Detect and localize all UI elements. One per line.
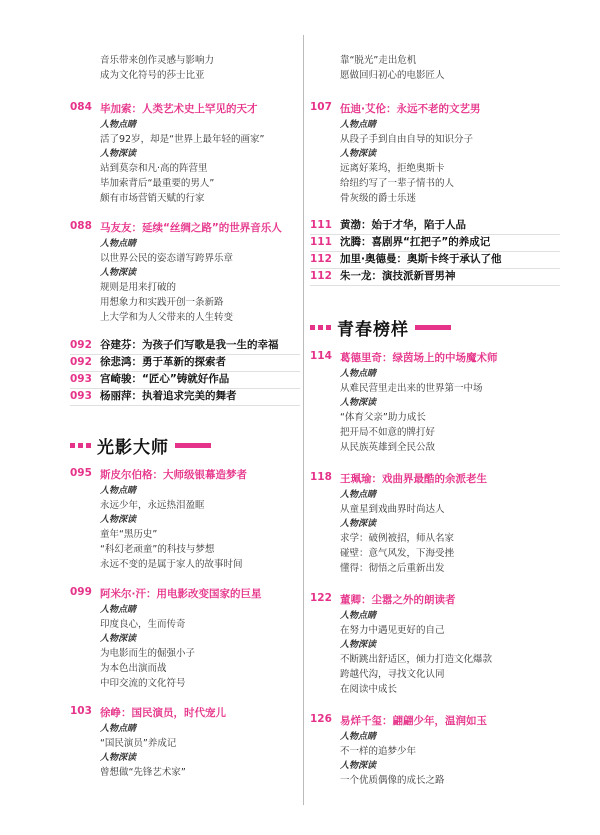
entry-line: 曾想做“先锋艺术家” bbox=[100, 767, 186, 778]
page-number: 118 bbox=[310, 471, 332, 483]
page-number: 092 bbox=[70, 339, 92, 351]
entry-line: 求学：破例被招，师从名家 bbox=[340, 533, 455, 544]
page-number: 084 bbox=[70, 101, 92, 113]
page-number: 112 bbox=[310, 253, 332, 265]
entry-line: 一个优质偶像的成长之路 bbox=[340, 775, 445, 786]
label-highlight: 人物点睛 bbox=[100, 724, 137, 734]
right-continuation bbox=[310, 53, 560, 83]
entry-line: 把开局不如意的牌打好 bbox=[340, 427, 436, 438]
toc-short-entry[interactable] bbox=[70, 389, 300, 406]
entry-line: 骨灰级的爵士乐迷 bbox=[340, 193, 417, 204]
continued-line: 靠“脱光”走出危机 bbox=[340, 55, 417, 66]
entry-line: 从段子手到自由自导的知识分子 bbox=[340, 134, 474, 145]
entries-c bbox=[310, 352, 560, 800]
entry-title[interactable]: 朱一龙：演技派新晋男神 bbox=[340, 270, 456, 282]
entry-line: 远离好莱坞，拒绝奥斯卡 bbox=[340, 163, 445, 174]
page-number: 111 bbox=[310, 236, 332, 248]
label-highlight: 人物点睛 bbox=[100, 486, 137, 496]
label-highlight: 人物点睛 bbox=[340, 369, 377, 379]
page-number: 122 bbox=[310, 592, 332, 604]
entry-line: 中印交流的文化符号 bbox=[100, 678, 186, 689]
entries-b bbox=[70, 469, 300, 792]
entry-line: “体育父亲”助力成长 bbox=[340, 412, 426, 423]
label-deep-read: 人物深读 bbox=[100, 634, 137, 644]
header-square bbox=[78, 443, 83, 448]
section-title: 青春榜样 bbox=[337, 319, 409, 340]
header-square bbox=[86, 443, 91, 448]
entry-line: 懂得：彻悟之后重新出发 bbox=[340, 563, 445, 574]
continued-line: 愿做回归初心的电影匠人 bbox=[340, 70, 445, 81]
entry-line: 活了92岁，却是“世界上最年轻的画家” bbox=[100, 134, 265, 145]
header-square bbox=[318, 325, 323, 330]
short-entries-b bbox=[310, 218, 560, 286]
entry-line: “科幻老顽童”的科技与梦想 bbox=[100, 544, 215, 555]
page-number: 114 bbox=[310, 350, 332, 362]
page-number: 095 bbox=[70, 467, 92, 479]
entry-title[interactable]: 斯皮尔伯格：大师级银幕造梦者 bbox=[100, 469, 247, 481]
entry-line: 为本色出演而战 bbox=[100, 663, 167, 674]
entry-title[interactable]: 徐峥：国民演员，时代宠儿 bbox=[100, 707, 226, 719]
label-highlight: 人物点睛 bbox=[340, 490, 377, 500]
toc-short-entry[interactable] bbox=[310, 252, 560, 269]
entry-line: 以世界公民的姿态谱写跨界乐章 bbox=[100, 253, 234, 264]
entry-title[interactable]: 加里·奥德曼：奥斯卡终于承认了他 bbox=[340, 253, 502, 265]
entry-title[interactable]: 毕加索：人类艺术史上罕见的天才 bbox=[100, 103, 258, 115]
entry-line: 童年“黑历史” bbox=[100, 529, 158, 540]
label-deep-read: 人物深读 bbox=[340, 640, 377, 650]
entry-line: 印度良心，生而传奇 bbox=[100, 619, 186, 630]
entries-a bbox=[70, 103, 300, 337]
label-highlight: 人物点睛 bbox=[340, 120, 377, 130]
page-number: 112 bbox=[310, 270, 332, 282]
entry-title[interactable]: 徐悲鸿：勇于革新的探索者 bbox=[100, 356, 226, 368]
label-deep-read: 人物深读 bbox=[340, 761, 377, 771]
header-bar bbox=[415, 325, 451, 330]
entry-line: 碰壁：意气风发，下海受挫 bbox=[340, 548, 455, 559]
section-header-light-shadow bbox=[70, 425, 300, 465]
page-number: 092 bbox=[70, 356, 92, 368]
toc-short-entry[interactable] bbox=[70, 338, 300, 355]
toc-entry[interactable] bbox=[310, 101, 560, 206]
label-highlight: 人物点睛 bbox=[100, 605, 137, 615]
toc-short-entry[interactable] bbox=[70, 372, 300, 389]
entry-line: 颇有市场营销天赋的行家 bbox=[100, 193, 205, 204]
entry-line: 站到莫奈和凡·高的阵营里 bbox=[100, 163, 208, 174]
entry-line: 上大学和为人父带来的人生转变 bbox=[100, 312, 234, 323]
entry-line: “国民演员”养成记 bbox=[100, 738, 177, 749]
toc-short-entry[interactable] bbox=[310, 269, 560, 286]
toc-short-entry[interactable] bbox=[310, 235, 560, 252]
entry-line: 规则是用来打破的 bbox=[100, 282, 177, 293]
entry-line: 用想象力和实践开创一条新路 bbox=[100, 297, 224, 308]
entry-title[interactable]: 葛德里奇：绿茵场上的中场魔术师 bbox=[340, 352, 498, 364]
section-title: 光影大师 bbox=[97, 437, 169, 458]
toc-short-entry[interactable] bbox=[310, 218, 560, 235]
entry-line: 给纽约写了一辈子情书的人 bbox=[340, 178, 455, 189]
page-number: 093 bbox=[70, 373, 92, 385]
label-deep-read: 人物深读 bbox=[100, 149, 137, 159]
header-square bbox=[310, 325, 315, 330]
toc-entry[interactable] bbox=[70, 220, 300, 325]
toc-entry[interactable] bbox=[70, 586, 300, 691]
toc-short-entry[interactable] bbox=[70, 355, 300, 372]
toc-entry[interactable] bbox=[70, 705, 300, 780]
entry-title[interactable]: 王珮瑜：戏曲界最酷的余派老生 bbox=[340, 473, 487, 485]
continued-line: 音乐带来创作灵感与影响力 bbox=[100, 55, 215, 66]
toc-entry[interactable] bbox=[310, 713, 560, 788]
toc-entry[interactable] bbox=[310, 471, 560, 576]
entry-107 bbox=[310, 103, 560, 218]
short-entries-a bbox=[70, 338, 300, 406]
header-square bbox=[70, 443, 75, 448]
entry-line: 在努力中遇见更好的自己 bbox=[340, 625, 445, 636]
label-deep-read: 人物深读 bbox=[340, 149, 377, 159]
toc-entry[interactable] bbox=[70, 467, 300, 572]
page-number: 126 bbox=[310, 713, 332, 725]
entry-line: 在阅读中成长 bbox=[340, 684, 398, 695]
page-number: 093 bbox=[70, 390, 92, 402]
left-column bbox=[70, 0, 300, 778]
entry-line: 不一样的追梦少年 bbox=[340, 746, 417, 757]
continued-line: 成为文化符号的莎士比亚 bbox=[100, 70, 205, 81]
entry-title[interactable]: 杨丽萍：执着追求完美的舞者 bbox=[100, 390, 237, 402]
toc-entry[interactable] bbox=[310, 592, 560, 697]
entry-title[interactable]: 黄渤：始于才华，陷于人品 bbox=[340, 219, 466, 231]
entry-title[interactable]: 沈腾：喜剧界“扛把子”的养成记 bbox=[340, 236, 491, 248]
label-highlight: 人物点睛 bbox=[100, 120, 137, 130]
label-deep-read: 人物深读 bbox=[100, 268, 137, 278]
page-number: 088 bbox=[70, 220, 92, 232]
entry-title[interactable]: 宫崎骏：“匠心”铸就好作品 bbox=[100, 373, 230, 385]
label-highlight: 人物点睛 bbox=[340, 611, 377, 621]
label-deep-read: 人物深读 bbox=[100, 515, 137, 525]
toc-entry[interactable] bbox=[310, 350, 560, 455]
entry-title[interactable]: 董卿：尘嚣之外的朗读者 bbox=[340, 594, 456, 606]
entry-title[interactable]: 伍迪·艾伦：永远不老的文艺男 bbox=[340, 103, 481, 115]
header-bar bbox=[175, 443, 211, 448]
entry-line: 不断跳出舒适区，倾力打造文化爆款 bbox=[340, 654, 493, 665]
page-number: 103 bbox=[70, 705, 92, 717]
header-square bbox=[326, 325, 331, 330]
label-deep-read: 人物深读 bbox=[100, 753, 137, 763]
entry-title[interactable]: 谷建芬：为孩子们写歌是我一生的幸福 bbox=[100, 339, 279, 351]
entry-line: 为电影而生的倔强小子 bbox=[100, 648, 196, 659]
entry-line: 从民族英雄到全民公敌 bbox=[340, 442, 436, 453]
entry-title[interactable]: 马友友：延续“丝绸之路”的世界音乐人 bbox=[100, 222, 282, 234]
entry-title[interactable]: 易烊千玺：翩翩少年，温润如玉 bbox=[340, 715, 487, 727]
label-deep-read: 人物深读 bbox=[340, 398, 377, 408]
entry-line: 永远不变的是属于家人的故事时间 bbox=[100, 559, 243, 570]
page-number: 111 bbox=[310, 219, 332, 231]
right-column bbox=[310, 0, 560, 786]
label-highlight: 人物点睛 bbox=[100, 239, 137, 249]
page-number: 099 bbox=[70, 586, 92, 598]
entry-title[interactable]: 阿米尔·汗：用电影改变国家的巨星 bbox=[100, 588, 262, 600]
label-highlight: 人物点睛 bbox=[340, 732, 377, 742]
entry-line: 跨越代沟，寻找文化认同 bbox=[340, 669, 445, 680]
toc-entry[interactable] bbox=[70, 101, 300, 206]
page-number: 107 bbox=[310, 101, 332, 113]
entry-line: 从童星到戏曲界时尚达人 bbox=[340, 504, 445, 515]
label-deep-read: 人物深读 bbox=[340, 519, 377, 529]
left-continuation bbox=[70, 53, 300, 83]
column-divider bbox=[303, 35, 304, 805]
entry-line: 毕加索背后“最重要的男人” bbox=[100, 178, 215, 189]
section-header-youth bbox=[310, 307, 560, 347]
entry-line: 从难民营里走出来的世界第一中场 bbox=[340, 383, 483, 394]
entry-line: 永远少年，永远热泪盈眶 bbox=[100, 500, 205, 511]
